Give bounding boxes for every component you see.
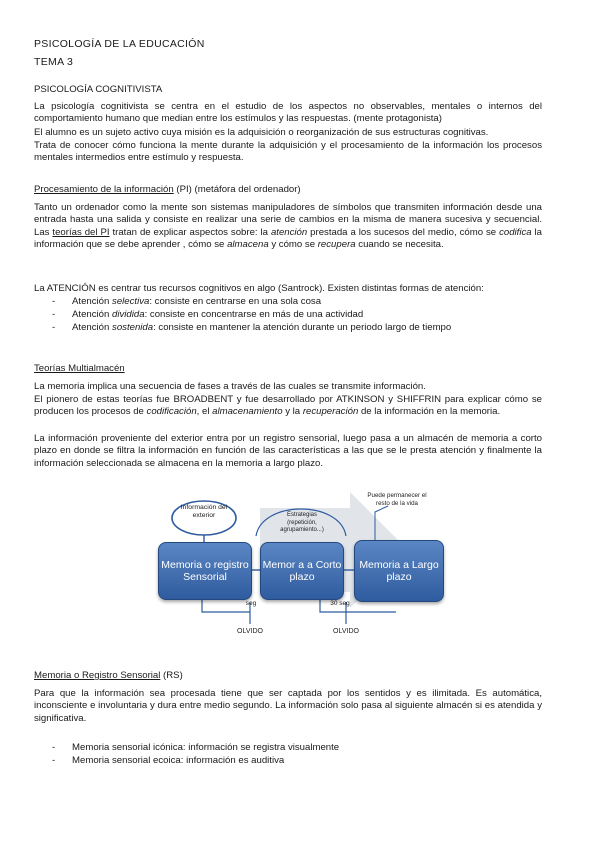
bullet-dash: - — [52, 755, 56, 766]
emphasis: selectiva — [112, 296, 150, 307]
multialmacen-paragraph-3: La información proveniente del exterior entra por un registro sensorial, luego pasa a un almacén de memoria a corto plazo en donde se filtra la información en función de las características a las que se le presta atención y finalmente la información seleccionada se almacena en la memoria a largo plazo. — [34, 433, 542, 469]
text-run: El pionero de estas teorías fue BROADBENT y fue desarrollado por ATKINSON y SHIFFRIN para explicar cómo se producen los procesos de — [34, 394, 542, 418]
text-run: , el — [196, 406, 213, 418]
emphasis: almacenamiento — [212, 406, 283, 418]
long-term-memory-box: Memoria a Largo plazo — [354, 540, 444, 602]
intro-paragraph-2: El alumno es un sujeto activo cuya misión es la adquisición o reorganización de sus estructuras cognitivas. — [34, 127, 489, 138]
emphasis: codificación — [146, 406, 197, 418]
sensorial-bullet: Memoria sensorial ecoica: información es auditiva — [72, 755, 285, 766]
text-run: cuando se necesita. — [355, 239, 444, 251]
text-run: : consiste en concentrarse en más de una actividad — [144, 309, 364, 320]
seg-label: seg — [245, 600, 257, 607]
bullet-dash: - — [52, 309, 56, 320]
text-run: de la información en la memoria. — [358, 406, 501, 418]
emphasis: recuperación — [302, 406, 359, 418]
atencion-bullet — [72, 309, 363, 321]
text-run: : consiste en mantener la atención durante un periodo largo de tiempo — [153, 322, 452, 333]
procesamiento-title-suffix: (PI) (metáfora del ordenador) — [173, 184, 301, 195]
emphasis: sostenida — [112, 322, 154, 333]
sensorial-memory-box: Memoria o registro Sensorial — [158, 542, 252, 600]
teorias-pi-link: teorías del PI — [52, 226, 110, 238]
strategies-label: Estrategias (repetición, agrupamiento...) — [280, 512, 324, 533]
multialmacen-heading: Teorías Multialmacén — [34, 363, 125, 374]
memory-diagram — [150, 490, 450, 640]
seg-label-30: 30 seg — [330, 600, 350, 607]
emphasis: codifica — [499, 226, 532, 238]
procesamiento-heading — [34, 184, 301, 196]
text-run: : consiste en centrarse en una sola cosa — [149, 296, 322, 307]
multialmacen-paragraph-1: La memoria implica una secuencia de fases a través de las cuales se transmite información. — [34, 381, 426, 392]
emphasis: atención — [270, 226, 308, 238]
short-term-memory-box: Memor a a Corto plazo — [260, 542, 344, 600]
intro-paragraph-3: Trata de conocer cómo funciona la mente durante la adquisición y el procesamiento de la información los procesos mentales intermedios entre estímulo y respuesta. — [34, 140, 542, 164]
topic-heading: TEMA 3 — [34, 56, 74, 68]
sensorial-heading — [34, 670, 183, 682]
input-label: Información del exterior — [180, 504, 228, 519]
atencion-bullet — [72, 322, 451, 334]
text-run: Atención — [72, 322, 113, 333]
sensorial-bullet: Memoria sensorial icónica: información se registra visualmente — [72, 742, 340, 753]
subject-heading: PSICOLOGÍA DE LA EDUCACIÓN — [34, 38, 205, 50]
sensorial-title: Memoria o Registro Sensorial — [34, 670, 161, 681]
sensorial-title-suffix: (RS) — [160, 670, 183, 681]
multialmacen-paragraph-2 — [34, 394, 542, 419]
text-run: tratan de explicar aspectos sobre: la — [109, 226, 271, 238]
emphasis: recupera — [317, 239, 356, 251]
procesamiento-title: Procesamiento de la información — [34, 184, 174, 195]
permanent-label: Puede permanecer el resto de la vida — [367, 492, 427, 507]
text-run: prestada a los sucesos del medio, cómo se — [307, 226, 500, 238]
bullet-dash: - — [52, 322, 56, 333]
text-run: la información que se debe aprender , cómo se — [34, 226, 543, 251]
atencion-bullet — [72, 296, 321, 308]
bullet-dash: - — [52, 742, 56, 753]
forget-label-1: OLVIDO — [237, 628, 263, 635]
text-run: Atención — [72, 296, 113, 307]
emphasis: dividida — [112, 309, 145, 320]
text-run: y la — [282, 406, 303, 418]
forget-label-2: OLVIDO — [333, 628, 359, 635]
sensorial-paragraph: Para que la información sea procesada tiene que ser captada por los sentidos y es ilimitada. Es automática, inconsciente e involuntaria y dura entre medio segundo. La información solo pasa al siguiente almacén si es atendida y significativa. — [34, 688, 542, 724]
section-heading: PSICOLOGÍA COGNITIVISTA — [34, 84, 163, 95]
procesamiento-paragraph — [34, 202, 542, 252]
bullet-dash: - — [52, 296, 56, 307]
atencion-paragraph: La ATENCIÓN es centrar tus recursos cognitivos en algo (Santrock). Existen distintas formas de atención: — [34, 283, 484, 294]
text-run: y cómo se — [268, 239, 318, 251]
text-run: Tanto un ordenador como la mente son sistemas manipuladores de símbolos que transmiten información desde una entrada hasta una salida y consiste en realizar una serie de cambios en la misma de manera sucesiva y secuencial. Las — [34, 202, 542, 238]
emphasis: almacena — [227, 239, 269, 251]
text-run: Atención — [72, 309, 113, 320]
intro-paragraph-1: La psicología cognitivista se centra en el estudio de los aspectos no observables, mentales o internos del comportamiento humano que median entre los estímulos y las respuestas. (mente protagonista) — [34, 101, 542, 125]
